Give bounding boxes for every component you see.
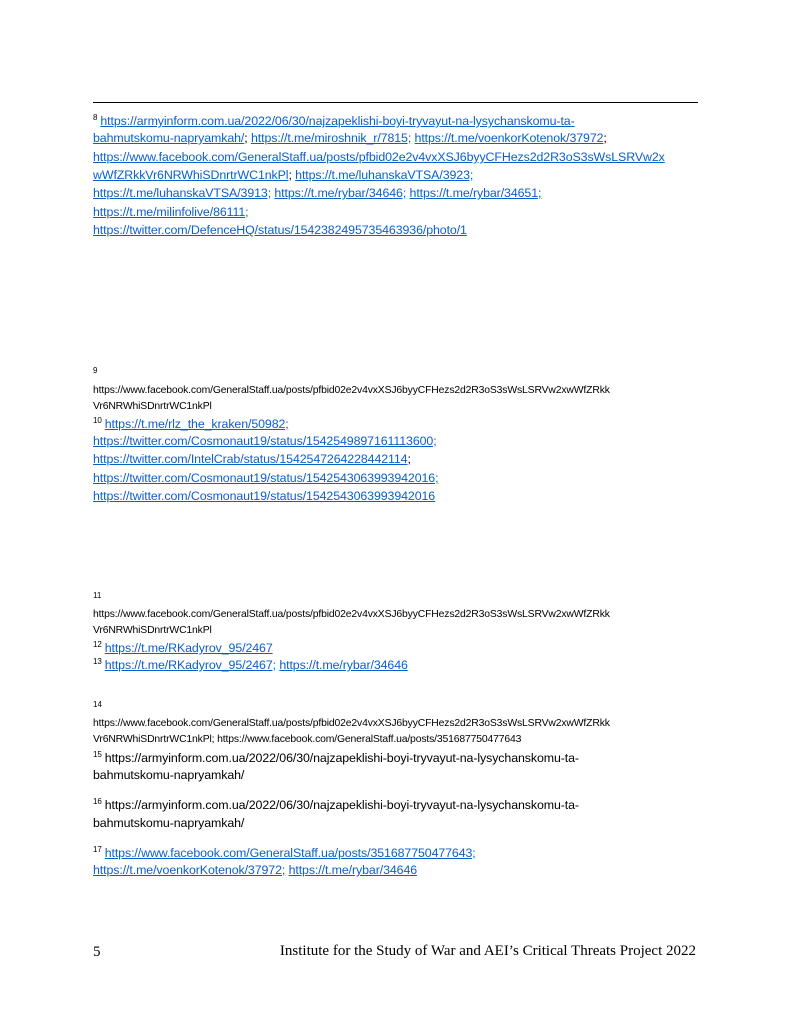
footnote-16-line-1 [93, 797, 579, 812]
footnote-8-link-voenkor[interactable]: https://t.me/voenkorKotenok/37972 [414, 131, 604, 145]
footnote-15-line-2: bahmutskomu-napryamkah/ [93, 768, 245, 782]
footnote-8-link-armyinform[interactable]: https://armyinform.com.ua/2022/06/30/najzapeklishi-boyi-tryvayut-na-lysychanskomu-ta- [100, 114, 575, 128]
footnote-8-line-6 [93, 205, 249, 219]
footnote-8-line-7 [93, 223, 467, 237]
footnote-8-link-luhanska-3913[interactable]: https://t.me/luhanskaVTSA/3913; [93, 186, 272, 200]
footnote-8-link-rybar-34646[interactable]: https://t.me/rybar/34646; [274, 186, 407, 200]
footnote-10-line-4 [93, 471, 438, 485]
footnote-marker-12: 12 [93, 640, 102, 649]
footnote-14-line-2: Vr6NRWhiSDnrtrWC1nkPl; https://www.facebook.com/GeneralStaff.ua/posts/351687750477643 [93, 734, 522, 745]
footnote-8-link-milinfolive[interactable]: https://t.me/milinfolive/86111; [93, 205, 249, 219]
footnote-separator-rule [93, 102, 698, 103]
footnote-17-line-1 [93, 845, 476, 860]
footnote-marker-8: 8 [93, 113, 98, 122]
footnote-10-link-cosmonaut-3[interactable]: https://twitter.com/Cosmonaut19/status/1542543063993942016 [93, 489, 436, 503]
footnote-17-line-2 [93, 863, 417, 877]
footnote-13-link-rybar[interactable]: https://t.me/rybar/34646 [279, 658, 408, 672]
footnote-marker-15: 15 [93, 750, 102, 759]
footnote-8-line-2: bahmutskomu-napryamkah/; https://t.me/miroshnik_r/7815; https://t.me/voenkorKotenok/37972; [93, 131, 607, 145]
footnote-8-link-armyinform-cont[interactable]: bahmutskomu-napryamkah/ [93, 131, 245, 145]
footnote-8-link-miroshnik[interactable]: https://t.me/miroshnik_r/7815; [250, 131, 412, 145]
footnote-8-line-3 [93, 150, 665, 164]
footnote-15-text: https://armyinform.com.ua/2022/06/30/najzapeklishi-boyi-tryvayut-na-lysychanskomu-ta- [104, 751, 579, 765]
footnote-8-link-luhanska-3923[interactable]: https://t.me/luhanskaVTSA/3923; [295, 168, 474, 182]
footnote-10-line-1 [93, 416, 289, 431]
footnote-13-line-1 [93, 657, 408, 672]
footnote-8-link-facebook-cont[interactable]: wWfZRkkVr6NRWhiSDnrtrWC1nkPl [93, 168, 289, 182]
footnote-marker-10: 10 [93, 416, 102, 425]
footnote-8-line-1 [93, 113, 575, 128]
footnote-16-text: https://armyinform.com.ua/2022/06/30/najzapeklishi-boyi-tryvayut-na-lysychanskomu-ta- [104, 798, 579, 812]
footnote-9-line-1: https://www.facebook.com/GeneralStaff.ua/posts/pfbid02e2v4vxXSJ6byyCFHezs2d2R3oS3sWsLSRVw2xwWfZRkk [93, 385, 610, 396]
footnote-10-line-2 [93, 434, 437, 448]
footnote-marker-9: 9 [93, 366, 98, 375]
footnote-10-link-cosmonaut-1[interactable]: https://twitter.com/Cosmonaut19/status/1542549897161113600; [93, 434, 437, 448]
footnote-8-line-5 [93, 186, 541, 200]
footnote-marker-14: 14 [93, 700, 102, 709]
footnote-8-link-rybar-34651[interactable]: https://t.me/rybar/34651; [409, 186, 542, 200]
footnote-16-line-2: bahmutskomu-napryamkah/ [93, 816, 245, 830]
footnote-12-line-1 [93, 640, 273, 655]
footnote-17-link-rybar[interactable]: https://t.me/rybar/34646 [288, 863, 418, 877]
footnote-17-link-facebook[interactable]: https://www.facebook.com/GeneralStaff.ua/posts/351687750477643; [104, 846, 476, 860]
footer-attribution: Institute for the Study of War and AEI’s Critical Threats Project 2022 [279, 943, 696, 959]
footnote-10-link-intelcrab[interactable]: https://twitter.com/IntelCrab/status/1542547264228442114 [93, 452, 408, 466]
footnote-marker-11: 11 [93, 591, 102, 600]
footnote-10-link-kraken[interactable]: https://t.me/rlz_the_kraken/50982; [104, 417, 289, 431]
footnote-11-line-1: https://www.facebook.com/GeneralStaff.ua/posts/pfbid02e2v4vxXSJ6byyCFHezs2d2R3oS3sWsLSRVw2xwWfZRkk [93, 609, 610, 620]
footnote-17-link-voenkor[interactable]: https://t.me/voenkorKotenok/37972; [93, 863, 286, 877]
footnote-marker-17: 17 [93, 845, 102, 854]
footnote-marker-16: 16 [93, 797, 102, 806]
footnote-14-line-1: https://www.facebook.com/GeneralStaff.ua/posts/pfbid02e2v4vxXSJ6byyCFHezs2d2R3oS3sWsLSRVw2xwWfZRkk [93, 718, 610, 729]
footnote-10-line-5 [93, 489, 435, 503]
footnote-8-link-facebook[interactable]: https://www.facebook.com/GeneralStaff.ua/posts/pfbid02e2v4vxXSJ6byyCFHezs2d2R3oS3sWsLSRVw2x [93, 150, 665, 164]
footnote-8-line-4: wWfZRkkVr6NRWhiSDnrtrWC1nkPl; https://t.me/luhanskaVTSA/3923; [93, 168, 474, 182]
footnote-11-line-2: Vr6NRWhiSDnrtrWC1nkPl [93, 625, 212, 636]
footnote-10-link-cosmonaut-2[interactable]: https://twitter.com/Cosmonaut19/status/1542543063993942016; [93, 471, 439, 485]
footnote-marker-13: 13 [93, 657, 102, 666]
footnote-13-link-kadyrov[interactable]: https://t.me/RKadyrov_95/2467; [104, 658, 276, 672]
page-number: 5 [93, 944, 101, 960]
footnote-12-link-kadyrov[interactable]: https://t.me/RKadyrov_95/2467 [104, 641, 273, 655]
footnote-15-line-1 [93, 750, 579, 765]
footnote-10-line-3: https://twitter.com/IntelCrab/status/1542547264228442114; [93, 452, 411, 466]
footnote-8-link-defencehq[interactable]: https://twitter.com/DefenceHQ/status/1542382495735463936/photo/1 [93, 223, 467, 237]
footnote-9-line-2: Vr6NRWhiSDnrtrWC1nkPl [93, 401, 212, 412]
